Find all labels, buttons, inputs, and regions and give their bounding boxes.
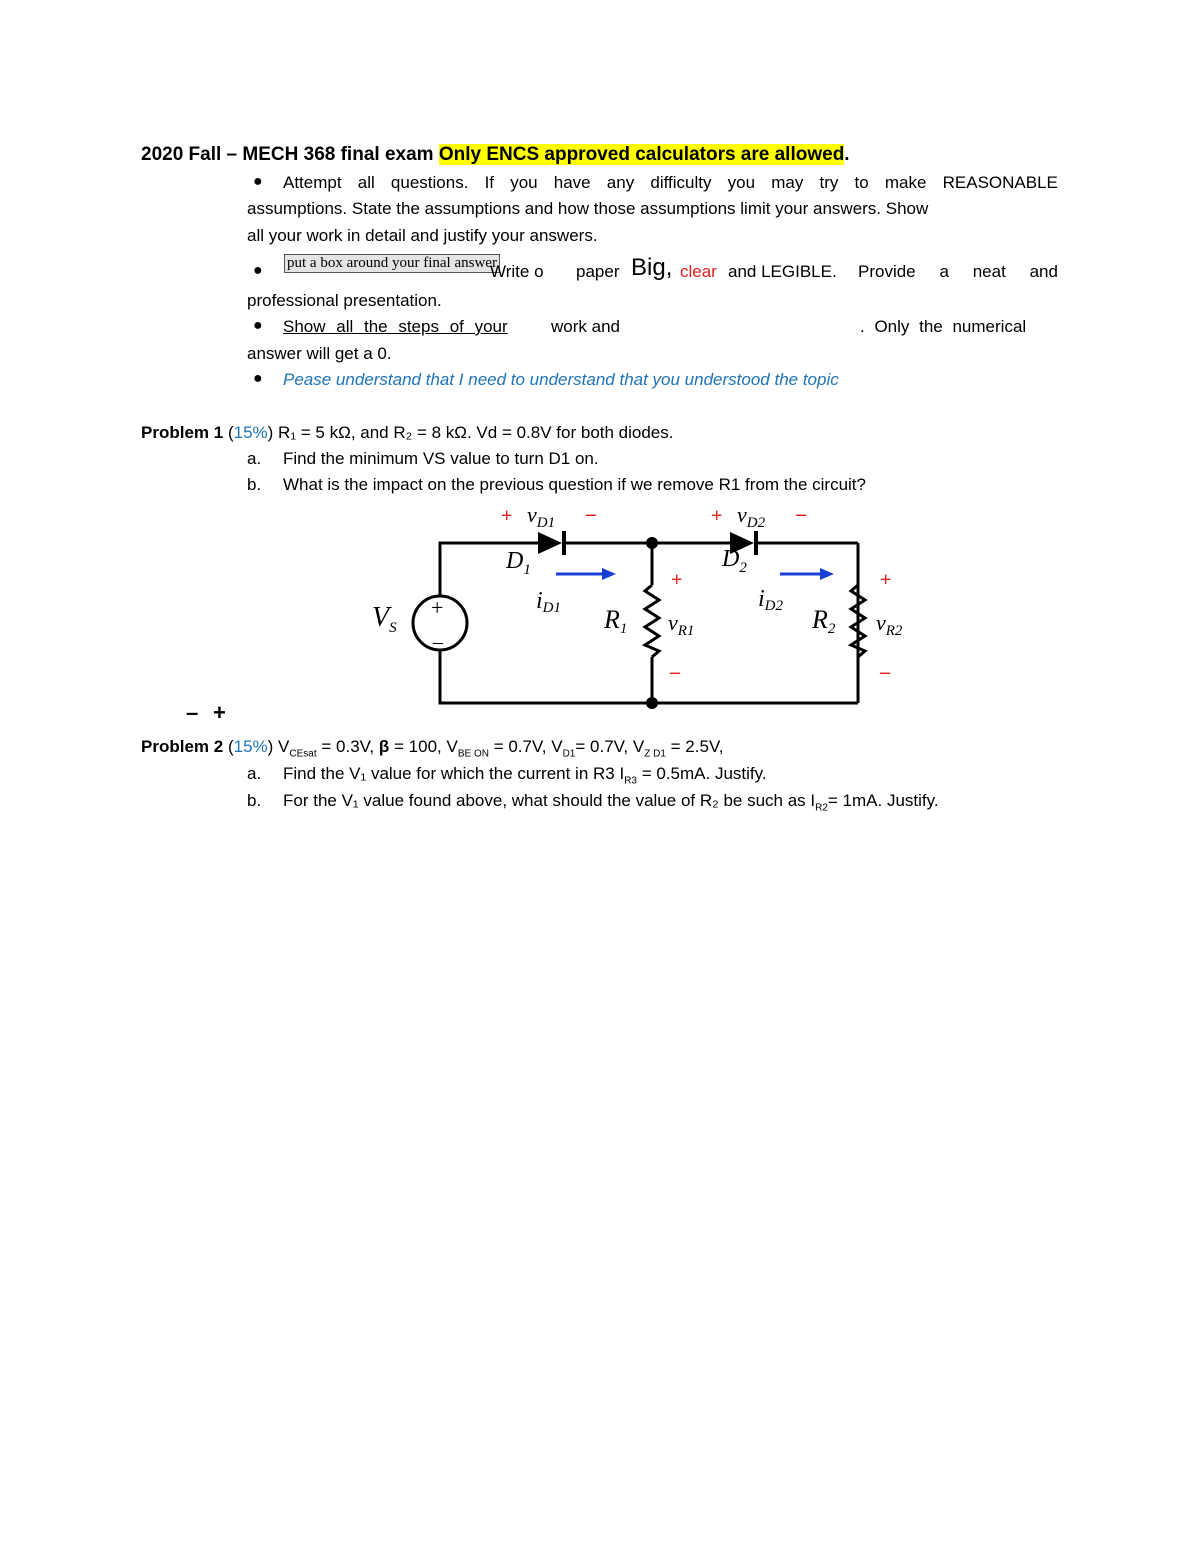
vce-subscript: CEsat (289, 748, 317, 760)
problem1-label: Problem 1 (141, 423, 224, 442)
bullet-dot: ● (253, 370, 263, 387)
vd1 (551, 737, 576, 760)
source-plus: + (431, 595, 444, 620)
d1-label (505, 548, 531, 578)
d2-symbol: D (722, 546, 740, 572)
d2-subscript: 2 (739, 560, 747, 576)
bullet3-line2: answer will get a 0. (247, 344, 392, 363)
vs-label (372, 602, 397, 636)
id1-symbol: i (536, 588, 543, 614)
vr2-label (876, 610, 903, 639)
problem2-a-marker: a. (247, 764, 262, 783)
problem1-a-text: Find the minimum VS value to turn D1 on. (283, 449, 599, 468)
beta-value: = 100, (394, 737, 442, 756)
problem1-percent: 15% (233, 423, 268, 442)
word: have (553, 173, 591, 192)
circuit-diagram (360, 500, 930, 710)
problem2-label: Problem 2 (141, 737, 224, 756)
current-arrow-id1 (556, 568, 616, 580)
word: all (357, 173, 375, 192)
r2-symbol: R (812, 605, 828, 634)
vce-symbol: V (278, 737, 290, 756)
r1-label (603, 605, 627, 637)
vr1-plus: + (671, 569, 683, 591)
problem2-b-subscript: R2 (815, 802, 828, 814)
bullet1-line1 (283, 173, 1058, 193)
exam-header (141, 144, 850, 166)
only-numerical-text: . Only the numerical (860, 317, 1027, 336)
bullet-dot: ● (253, 262, 263, 279)
problem2-percent: 15% (233, 737, 268, 756)
word: and (1029, 262, 1058, 281)
bullet-dot: ● (253, 317, 263, 334)
problem2-a-text: Find the V₁ value for which the current in R3 I (283, 764, 625, 783)
vz-subscript: Z D1 (644, 748, 666, 760)
vr2-subscript: R2 (885, 623, 903, 639)
r2-subscript: 2 (827, 621, 836, 637)
bullet-dot: ● (253, 173, 263, 190)
vr1-label (668, 610, 694, 639)
vd2-plus: + (711, 505, 723, 527)
word: Provide (858, 262, 916, 281)
vce-sat (278, 737, 317, 760)
show-steps-underlined: Show all the steps of your (283, 317, 508, 336)
word: difficulty (650, 173, 712, 192)
vd1-subscript: D1 (562, 748, 576, 760)
bullet1-line2: assumptions. State the assumptions and how those assumptions limit your answers. Show (247, 199, 929, 218)
id1-subscript: D1 (542, 600, 562, 616)
paper-text: paper (576, 262, 620, 281)
diode-d1-symbol (538, 531, 564, 555)
beta-symbol: β (378, 737, 390, 756)
vd1-minus: – (586, 503, 596, 525)
vd2-minus: – (796, 503, 806, 525)
problem2-b-marker: b. (247, 791, 262, 810)
word: any (606, 173, 635, 192)
exam-title: 2020 Fall – MECH 368 final exam (141, 144, 434, 165)
word: a (939, 262, 949, 281)
word: REASONABLE (942, 173, 1058, 192)
id2-label (758, 586, 784, 614)
node-dot (646, 697, 658, 709)
id1-label (536, 588, 561, 616)
vs-subscript: S (389, 620, 397, 636)
vbe-on (446, 737, 489, 760)
paren-open: ( (227, 423, 234, 442)
word: neat (972, 262, 1006, 281)
vd2-subscript: D2 (746, 515, 766, 531)
vce-value: = 0.3V, (321, 737, 375, 756)
word: you (510, 173, 538, 192)
calculator-notice: Only ENCS approved calculators are allowed (438, 144, 845, 165)
vs-symbol: V (372, 602, 390, 633)
word: make (884, 173, 927, 192)
word: If (484, 173, 495, 192)
paren-open: ( (227, 737, 234, 756)
problem1-statement (141, 423, 674, 443)
problem2-b-tail: = 1mA. Justify. (827, 791, 939, 810)
word: you (727, 173, 756, 192)
vbe-value: = 0.7V, (493, 737, 547, 756)
word: to (854, 173, 869, 192)
vbe-symbol: V (446, 737, 458, 756)
vz (632, 737, 666, 760)
problem2-b-text: For the V₁ value found above, what should the value of R₂ be such as I (283, 791, 816, 810)
paren-close: ) (267, 423, 274, 442)
bullet2-provide (858, 262, 1058, 282)
vd2-symbol: v (737, 502, 747, 527)
problem1-a-marker: a. (247, 449, 262, 468)
understand-note: Pease understand that I need to understand that you understood the topic (283, 370, 839, 389)
problem1-b-marker: b. (247, 475, 262, 494)
vr2-symbol: v (876, 610, 886, 635)
id2-symbol: i (758, 586, 765, 612)
vd1-label (527, 502, 555, 531)
problem2-a-tail: = 0.5mA. Justify. (641, 764, 767, 783)
clear-text: clear (680, 262, 717, 281)
vd1-subscript: D1 (536, 515, 556, 531)
node-dot (646, 537, 658, 549)
vd1-value: = 0.7V, (575, 737, 629, 756)
vd2-label (737, 502, 766, 531)
paren-close: ) (267, 737, 274, 756)
legible-text: and LEGIBLE. (728, 262, 837, 281)
word: Attempt (283, 173, 342, 192)
word: may (771, 173, 804, 192)
vd1-symbol: V (551, 737, 563, 756)
current-arrow-id2 (780, 568, 834, 580)
stray-plus-sign: + (213, 700, 226, 725)
r1-symbol: R (604, 605, 620, 634)
vd1-symbol: v (527, 502, 537, 527)
write-text: Write o (490, 262, 544, 281)
problem1-givens: R₁ = 5 kΩ, and R₂ = 8 kΩ. Vd = 0.8V for both diodes. (278, 423, 674, 442)
vr2-minus: – (880, 661, 890, 683)
problem1-b-text: What is the impact on the previous question if we remove R1 from the circuit? (283, 475, 866, 494)
word: questions. (390, 173, 469, 192)
bullet2-line2: professional presentation. (247, 291, 442, 310)
word: try (819, 173, 839, 192)
vd1-plus: + (501, 505, 513, 527)
big-text: Big, (631, 254, 673, 281)
work-and-text: work and (551, 317, 620, 336)
stray-minus-sign: – (186, 700, 199, 725)
vr2-plus: + (880, 569, 892, 591)
d1-symbol: D (506, 548, 524, 574)
resistor-r1-symbol (645, 585, 659, 657)
problem2-b-line (283, 791, 939, 813)
vbe-subscript: BE ON (457, 748, 489, 760)
d1-subscript: 1 (523, 562, 531, 578)
id2-subscript: D2 (764, 598, 784, 614)
problem2-statement (141, 737, 723, 759)
problem2-a-line (283, 764, 767, 786)
vz-symbol: V (632, 737, 645, 756)
vr1-subscript: R1 (677, 623, 695, 639)
problem2-a-subscript: R3 (624, 775, 637, 787)
final-answer-box-image: put a box around your final answer (284, 254, 500, 273)
r2-label (811, 605, 836, 637)
vr1-symbol: v (668, 610, 678, 635)
bullet1-line3: all your work in detail and justify your answers. (247, 226, 598, 245)
r1-subscript: 1 (619, 621, 628, 637)
vz-value: = 2.5V, (670, 737, 724, 756)
source-minus: – (433, 631, 443, 653)
vr1-minus: – (670, 661, 680, 683)
d2-label (721, 546, 747, 576)
notice-period: . (844, 144, 850, 165)
